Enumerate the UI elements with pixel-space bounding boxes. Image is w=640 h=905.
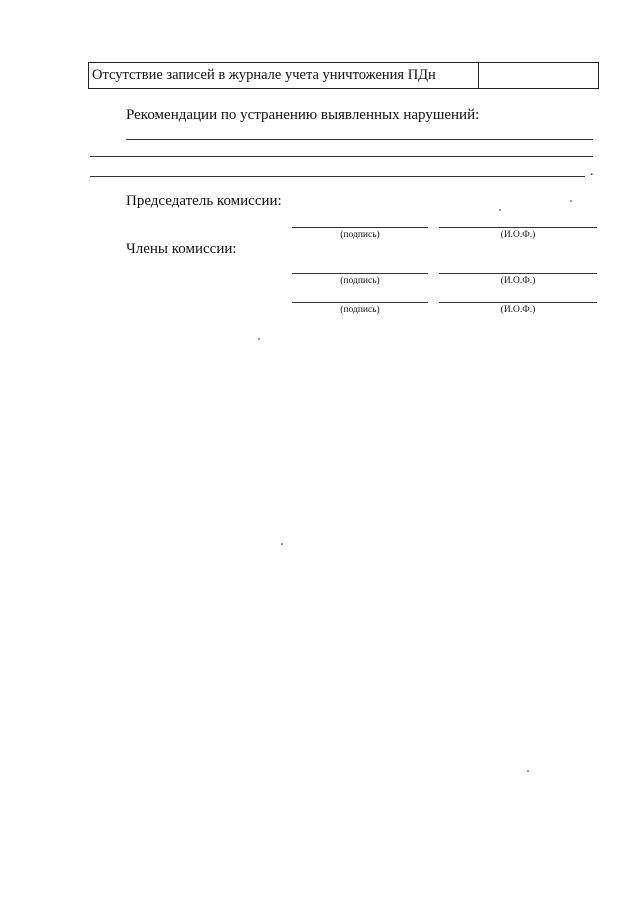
recommendations-heading: Рекомендации по устранению выявленных нарушений: (126, 107, 480, 123)
recommendation-end-mark: . (590, 164, 594, 179)
scan-speck (499, 209, 501, 211)
chairman-name-caption: (И.О.Ф.) (500, 230, 536, 240)
member-2-name-caption: (И.О.Ф.) (500, 305, 536, 315)
scan-speck (258, 338, 260, 340)
member-2-signature-line (292, 302, 428, 303)
scan-speck (281, 543, 283, 545)
scan-speck (527, 770, 529, 772)
member-1-name-line (439, 273, 597, 274)
member-1-signature-line (292, 273, 428, 274)
member-1-signature-caption: (подпись) (340, 276, 380, 286)
findings-table-row (88, 62, 599, 89)
chairman-signature-caption: (подпись) (340, 230, 380, 240)
recommendation-line-3 (90, 176, 585, 177)
member-2-name-line (439, 302, 597, 303)
finding-description-cell: Отсутствие записей в журнале учета уничтожения ПДн (89, 63, 479, 88)
chairman-signature-line (292, 227, 428, 228)
member-2-signature-caption: (подпись) (340, 305, 380, 315)
finding-status-cell (479, 63, 598, 88)
member-1-name-caption: (И.О.Ф.) (500, 276, 536, 286)
recommendation-line-1 (126, 139, 593, 140)
chairman-label: Председатель комиссии: (126, 193, 282, 209)
members-label: Члены комиссии: (126, 241, 237, 257)
scan-speck (570, 200, 572, 202)
chairman-name-line (439, 227, 597, 228)
recommendation-line-2 (90, 156, 593, 157)
